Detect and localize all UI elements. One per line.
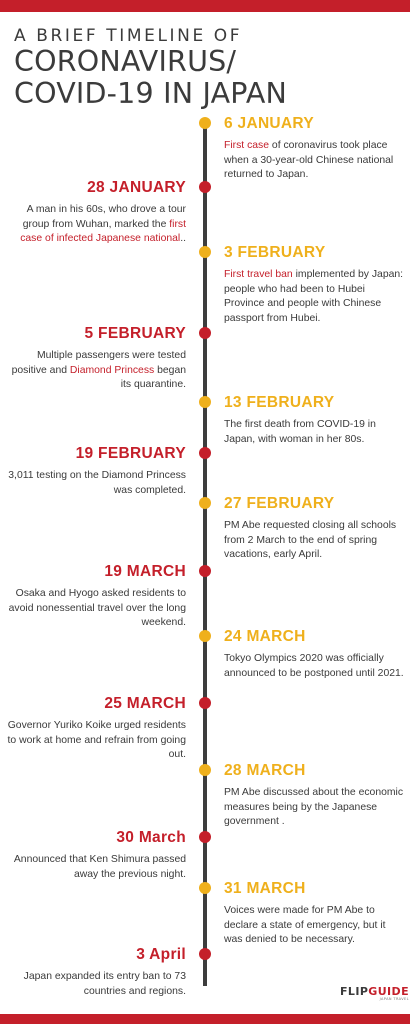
event-highlight: first case of infected Japanese national — [20, 218, 186, 244]
event-description: Voices were made for PM Abe to declare a state of emergency, but it was denied to be necessary. — [224, 905, 386, 945]
header-title-line-2: COVID-19 IN JAPAN — [14, 77, 288, 110]
event-description: Osaka and Hyogo asked residents to avoid nonessential travel over the long weekend. — [8, 588, 186, 628]
timeline-dot — [199, 246, 211, 258]
event-description: PM Abe requested closing all schools from 2 March to the end of spring vacations, early April. — [224, 520, 397, 560]
event-date: 30 March — [116, 829, 186, 846]
bottom-accent-bar — [0, 1014, 410, 1024]
event-text: A man in his 60s, who drove a tour group from Wuhan, marked the — [22, 204, 186, 230]
event-text: implemented by Japan: people who had been to Hubei Province and people with Chinese passport from Hubei. — [224, 269, 404, 324]
timeline-dot — [199, 181, 211, 193]
timeline-dot — [199, 396, 211, 408]
event-description — [6, 349, 186, 393]
timeline-dot — [199, 117, 211, 129]
event-date: 28 JANUARY — [87, 179, 186, 196]
event-description — [6, 203, 186, 247]
event-text-end: began its quarantine. — [120, 364, 186, 390]
timeline-event — [224, 244, 404, 326]
flipguide-logo — [340, 985, 409, 1001]
event-highlight: Diamond Princess — [69, 364, 155, 376]
event-date: 25 MARCH — [104, 695, 186, 712]
event-description — [224, 268, 404, 326]
timeline-event — [224, 495, 404, 563]
event-date: 28 MARCH — [224, 762, 306, 779]
event-description: The first death from COVID-19 in Japan, with woman in her 80s. — [224, 419, 376, 445]
event-description: 3,011 testing on the Diamond Princess was completed. — [8, 470, 186, 496]
timeline-event — [224, 115, 404, 183]
timeline-event — [224, 394, 404, 447]
event-date: 27 FEBRUARY — [224, 495, 335, 512]
event-description: Tokyo Olympics 2020 was officially announced to be postponed until 2021. — [224, 653, 404, 679]
event-date: 5 FEBRUARY — [84, 325, 186, 342]
event-description: Japan expanded its entry ban to 73 countries and regions. — [23, 971, 186, 997]
logo-text-part-1: FLIP — [340, 985, 369, 998]
event-date: 24 MARCH — [224, 628, 306, 645]
event-date: 19 MARCH — [104, 563, 186, 580]
header-title-line-1: CORONAVIRUS/ — [14, 45, 237, 78]
timeline-event — [6, 946, 186, 999]
timeline-dot — [199, 697, 211, 709]
event-highlight: First travel ban — [224, 269, 293, 280]
timeline-dot — [199, 948, 211, 960]
page-header — [14, 26, 287, 110]
timeline-event — [6, 445, 186, 498]
timeline-dot — [199, 447, 211, 459]
timeline-dot — [199, 630, 211, 642]
timeline-dot — [199, 327, 211, 339]
logo-text-part-2: GUIDE — [368, 985, 409, 998]
event-date: 3 April — [136, 946, 186, 963]
event-description: PM Abe discussed about the economic measures being by the Japanese government . — [224, 787, 404, 827]
logo-tagline: JAPAN TRAVEL — [379, 997, 409, 1001]
header-subtitle: A BRIEF TIMELINE OF — [14, 26, 243, 46]
timeline-dot — [199, 831, 211, 843]
timeline-event — [6, 563, 186, 631]
timeline-event — [224, 628, 404, 681]
event-description: Announced that Ken Shimura passed away the previous night. — [13, 854, 186, 880]
timeline-event — [6, 695, 186, 763]
timeline-event — [6, 325, 186, 393]
timeline-event — [224, 762, 404, 830]
event-description — [224, 139, 404, 183]
event-date: 19 FEBRUARY — [75, 445, 186, 462]
event-date: 3 FEBRUARY — [224, 244, 326, 261]
timeline-event — [224, 880, 404, 948]
timeline-event — [6, 179, 186, 247]
event-highlight: First case — [224, 140, 270, 151]
event-description: Governor Yuriko Koike urged residents to work at home and refrain from going out. — [7, 720, 186, 760]
timeline-dot — [199, 497, 211, 509]
event-date: 6 JANUARY — [224, 115, 314, 132]
event-text: Multiple passengers were tested positive and — [11, 350, 186, 376]
timeline-event — [6, 829, 186, 882]
timeline-dot — [199, 882, 211, 894]
event-text: of coronavirus took place when a 30-year-old Chinese national returned to Japan. — [224, 140, 394, 180]
top-accent-bar — [0, 0, 410, 12]
event-text-end: .. — [180, 233, 186, 244]
timeline-dot — [199, 565, 211, 577]
event-date: 31 MARCH — [224, 880, 306, 897]
timeline-dot — [199, 764, 211, 776]
event-date: 13 FEBRUARY — [224, 394, 335, 411]
